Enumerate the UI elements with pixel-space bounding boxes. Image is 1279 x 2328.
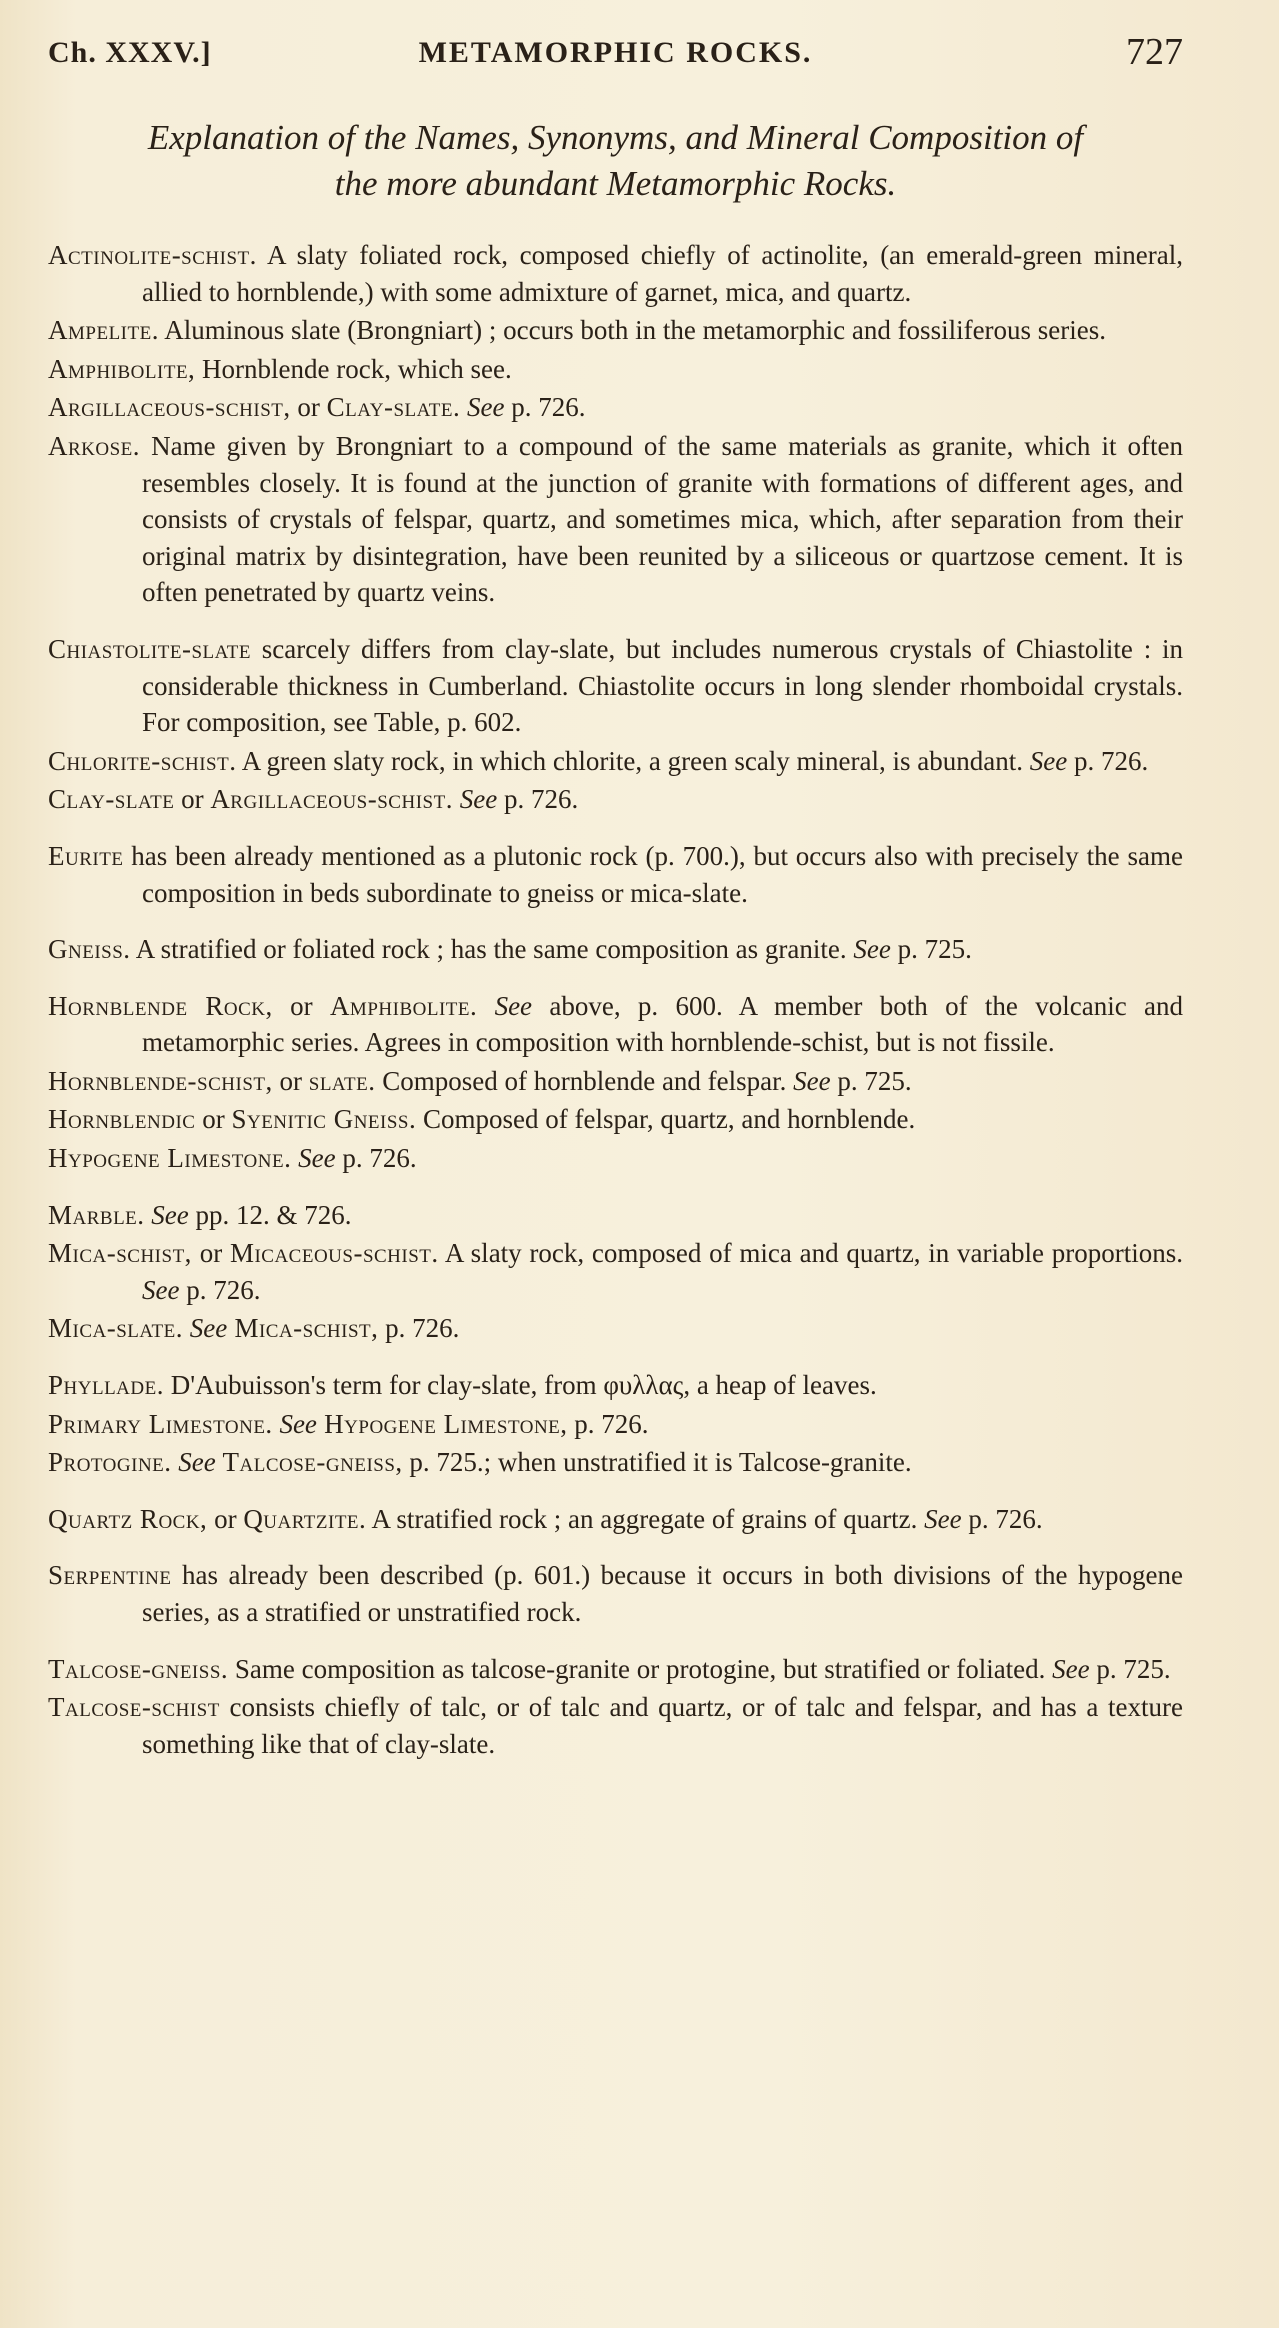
entry-term: Talcose-schist <box>48 1692 220 1723</box>
entry-term: Clay-slate <box>48 784 175 815</box>
entry-term: Protogine. <box>48 1447 172 1478</box>
entry-term-secondary: Argillaceous-schist. <box>210 784 453 815</box>
entry-term-secondary: Talcose-gneiss, <box>215 1447 403 1478</box>
glossary-entry <box>48 1689 1183 1762</box>
running-title: METAMORPHIC ROCKS. <box>418 36 813 69</box>
entry-text: or <box>191 1238 230 1269</box>
entry-text: or <box>272 990 330 1021</box>
entry-term: Talcose-gneiss. <box>48 1653 229 1684</box>
entry-term: Hypogene Limestone. <box>48 1143 292 1174</box>
entry-see: See <box>917 1503 962 1534</box>
entry-term: Chlorite-schist. <box>48 745 237 776</box>
entry-text-continued: above, p. 600. A member both of the volcanic and metamorphic series. Agrees in composition with hornblende-schist, but is not fissile. <box>142 990 1184 1058</box>
section-title-line-2: the more abundant Metamorphic Rocks. <box>334 164 897 203</box>
entry-text-continued: A stratified rock ; an aggregate of grains of quartz. <box>366 1503 918 1534</box>
entry-text: A slaty foliated rock, composed chiefly of actinolite, (an emerald-green mineral, allied to hornblende,) with some admixture of garnet, mica, and quartz. <box>142 240 1183 307</box>
glossary-entry <box>48 931 1183 968</box>
entry-see: See <box>272 1408 317 1439</box>
entry-text: consists chiefly of talc, or of talc and quartz, or of talc and felspar, and has a texture something like that of clay-slate. <box>142 1692 1183 1759</box>
glossary-entry <box>48 1444 1183 1481</box>
entry-text-continued: pp. 12. & 726. <box>188 1199 352 1230</box>
entry-term: Marble. <box>48 1199 145 1230</box>
entry-see: See <box>142 1274 180 1305</box>
entry-see: See <box>452 784 498 815</box>
entry-term: Ampelite. <box>48 315 159 346</box>
entry-text-continued: p. 726. <box>567 1408 649 1439</box>
entry-see: See <box>1023 745 1068 776</box>
entry-term: Amphibolite, <box>48 353 196 384</box>
glossary-entry <box>48 1367 1183 1404</box>
entry-text-end: p. 726. <box>961 1503 1043 1534</box>
entry-term: Actinolite-schist. <box>48 240 257 270</box>
entry-term: Mica-schist, <box>48 1238 192 1269</box>
entry-see: See <box>144 1199 189 1230</box>
entry-text: has been already mentioned as a plutonic rock (p. 700.), but occurs also with precisely the same composition in beds subordinate to gneiss or mica-slate. <box>123 840 1183 908</box>
glossary-entry <box>48 631 1183 741</box>
entry-text: or <box>174 784 211 815</box>
entry-term: Serpentine <box>48 1560 172 1591</box>
entry-text: has already been described (p. 601.) because it occurs in both divisions of the hypogene series, as a stratified or unstratified rock. <box>142 1560 1183 1627</box>
entry-text: scarcely differs from clay-slate, but includes numerous crystals of Chiastolite : in considerable thickness in Cumberland. Chiastolite occurs in long slender rhomboidal crystals. For composition, see Table, p. 602. <box>142 633 1183 738</box>
entry-text-continued: Composed of felspar, quartz, and hornblende. <box>416 1104 916 1135</box>
entry-term: Gneiss. <box>48 934 131 965</box>
entry-text-continued: Composed of hornblende and felspar. <box>375 1065 787 1096</box>
entry-text-continued: p. 725. <box>1089 1653 1171 1684</box>
entry-text: D'Aubuisson's term for clay-slate, from φυλλας, a heap of leaves. <box>163 1370 877 1401</box>
entry-term-secondary: Syenitic Gneiss. <box>231 1104 417 1135</box>
entry-text: or <box>272 1065 309 1096</box>
entry-term: Hornblendic <box>48 1104 196 1135</box>
entry-term: Chiastolite-slate <box>48 633 251 664</box>
entry-text: Name given by Brongniart to a compound of the same materials as granite, which it often resembles closely. It is found at the junction of granite with formations of different ages, and consists of crystals of felspar, quartz, and sometimes mica, which, after separation from their original matrix by disintegration, have been reunited by a siliceous or quartzose cement. It is often penetrated by quartz veins. <box>140 430 1183 608</box>
glossary-entry <box>48 389 1183 426</box>
entry-term: Hornblende-schist, <box>48 1065 273 1096</box>
entry-text: A stratified or foliated rock ; has the same composition as granite. <box>130 934 847 965</box>
page-number: 727 <box>1126 31 1183 73</box>
glossary-entry <box>48 1406 1183 1443</box>
entry-term: Eurite <box>48 840 124 871</box>
entry-text-continued: p. 726. <box>1067 745 1149 776</box>
glossary-entry <box>48 428 1183 611</box>
entry-term: Quartz Rock, <box>48 1503 208 1534</box>
glossary-entry <box>48 1557 1183 1630</box>
entry-text: Aluminous slate (Brongniart) ; occurs both in the metamorphic and fossiliferous series. <box>158 315 1107 346</box>
entry-text-continued: p. 725. <box>890 934 972 965</box>
glossary-entry <box>48 1235 1183 1308</box>
entry-see: See <box>477 990 533 1021</box>
entry-term-secondary: Micaceous-schist. <box>229 1238 439 1269</box>
entry-text: Hornblende rock, which see. <box>195 353 512 384</box>
entry-see: See <box>846 934 891 965</box>
glossary-list <box>48 237 1183 1764</box>
entry-term-secondary: Mica-schist, <box>227 1313 379 1344</box>
section-title-line-1: Explanation of the Names, Synonyms, and Mineral Composition of <box>147 118 1084 157</box>
entry-term-secondary: Amphibolite. <box>329 990 478 1021</box>
entry-term: Phyllade. <box>48 1370 164 1401</box>
chapter-label: Ch. XXXV.] <box>48 36 212 69</box>
entry-term-secondary: Hypogene Limestone, <box>316 1408 568 1439</box>
entry-text-continued: p. 726. <box>335 1143 417 1174</box>
glossary-entry <box>48 1101 1183 1138</box>
entry-text-continued: p. 725.; when unstratified it is Talcose-granite. <box>402 1447 912 1478</box>
entry-see: See <box>291 1143 336 1174</box>
glossary-entry <box>48 743 1183 780</box>
glossary-entry <box>48 1140 1183 1177</box>
entry-text: Same composition as talcose-granite or protogine, but stratified or foliated. <box>228 1653 1046 1684</box>
entry-term: Primary Limestone. <box>48 1408 273 1439</box>
entry-see: See <box>460 392 505 423</box>
glossary-entry <box>48 1501 1183 1538</box>
glossary-entry <box>48 988 1183 1061</box>
glossary-entry <box>48 351 1183 388</box>
entry-term: Mica-slate. <box>48 1313 183 1344</box>
glossary-entry <box>48 237 1183 310</box>
entry-text-continued: p. 726. <box>497 784 579 815</box>
running-header <box>48 30 1183 80</box>
entry-term: Hornblende Rock, <box>48 990 273 1021</box>
entry-text-end: p. 725. <box>830 1065 912 1096</box>
entry-text: or <box>195 1104 232 1135</box>
entry-text-continued: p. 726. <box>504 392 586 423</box>
entry-text-end: p. 726. <box>179 1274 261 1305</box>
entry-see: See <box>171 1447 216 1478</box>
entry-term-secondary: slate. <box>308 1065 376 1096</box>
glossary-entry <box>48 1651 1183 1688</box>
entry-see: See <box>1045 1653 1090 1684</box>
glossary-entry <box>48 1063 1183 1100</box>
entry-text: or <box>290 392 327 423</box>
entry-text-continued: p. 726. <box>378 1313 460 1344</box>
section-title <box>48 115 1183 207</box>
entry-see: See <box>786 1065 831 1096</box>
entry-term: Argillaceous-schist, <box>48 392 291 423</box>
entry-text: A green slaty rock, in which chlorite, a green scaly mineral, is abundant. <box>236 745 1023 776</box>
entry-term-secondary: Clay-slate. <box>326 392 461 423</box>
glossary-entry <box>48 312 1183 349</box>
entry-term: Arkose. <box>48 430 141 461</box>
entry-text: or <box>207 1503 244 1534</box>
glossary-entry <box>48 1310 1183 1347</box>
glossary-entry <box>48 838 1183 911</box>
entry-term-secondary: Quartzite. <box>243 1503 367 1534</box>
glossary-entry <box>48 781 1183 818</box>
entry-see: See <box>182 1313 228 1344</box>
entry-text-continued: A slaty rock, composed of mica and quartz, in variable proportions. <box>438 1238 1183 1269</box>
glossary-entry <box>48 1197 1183 1234</box>
